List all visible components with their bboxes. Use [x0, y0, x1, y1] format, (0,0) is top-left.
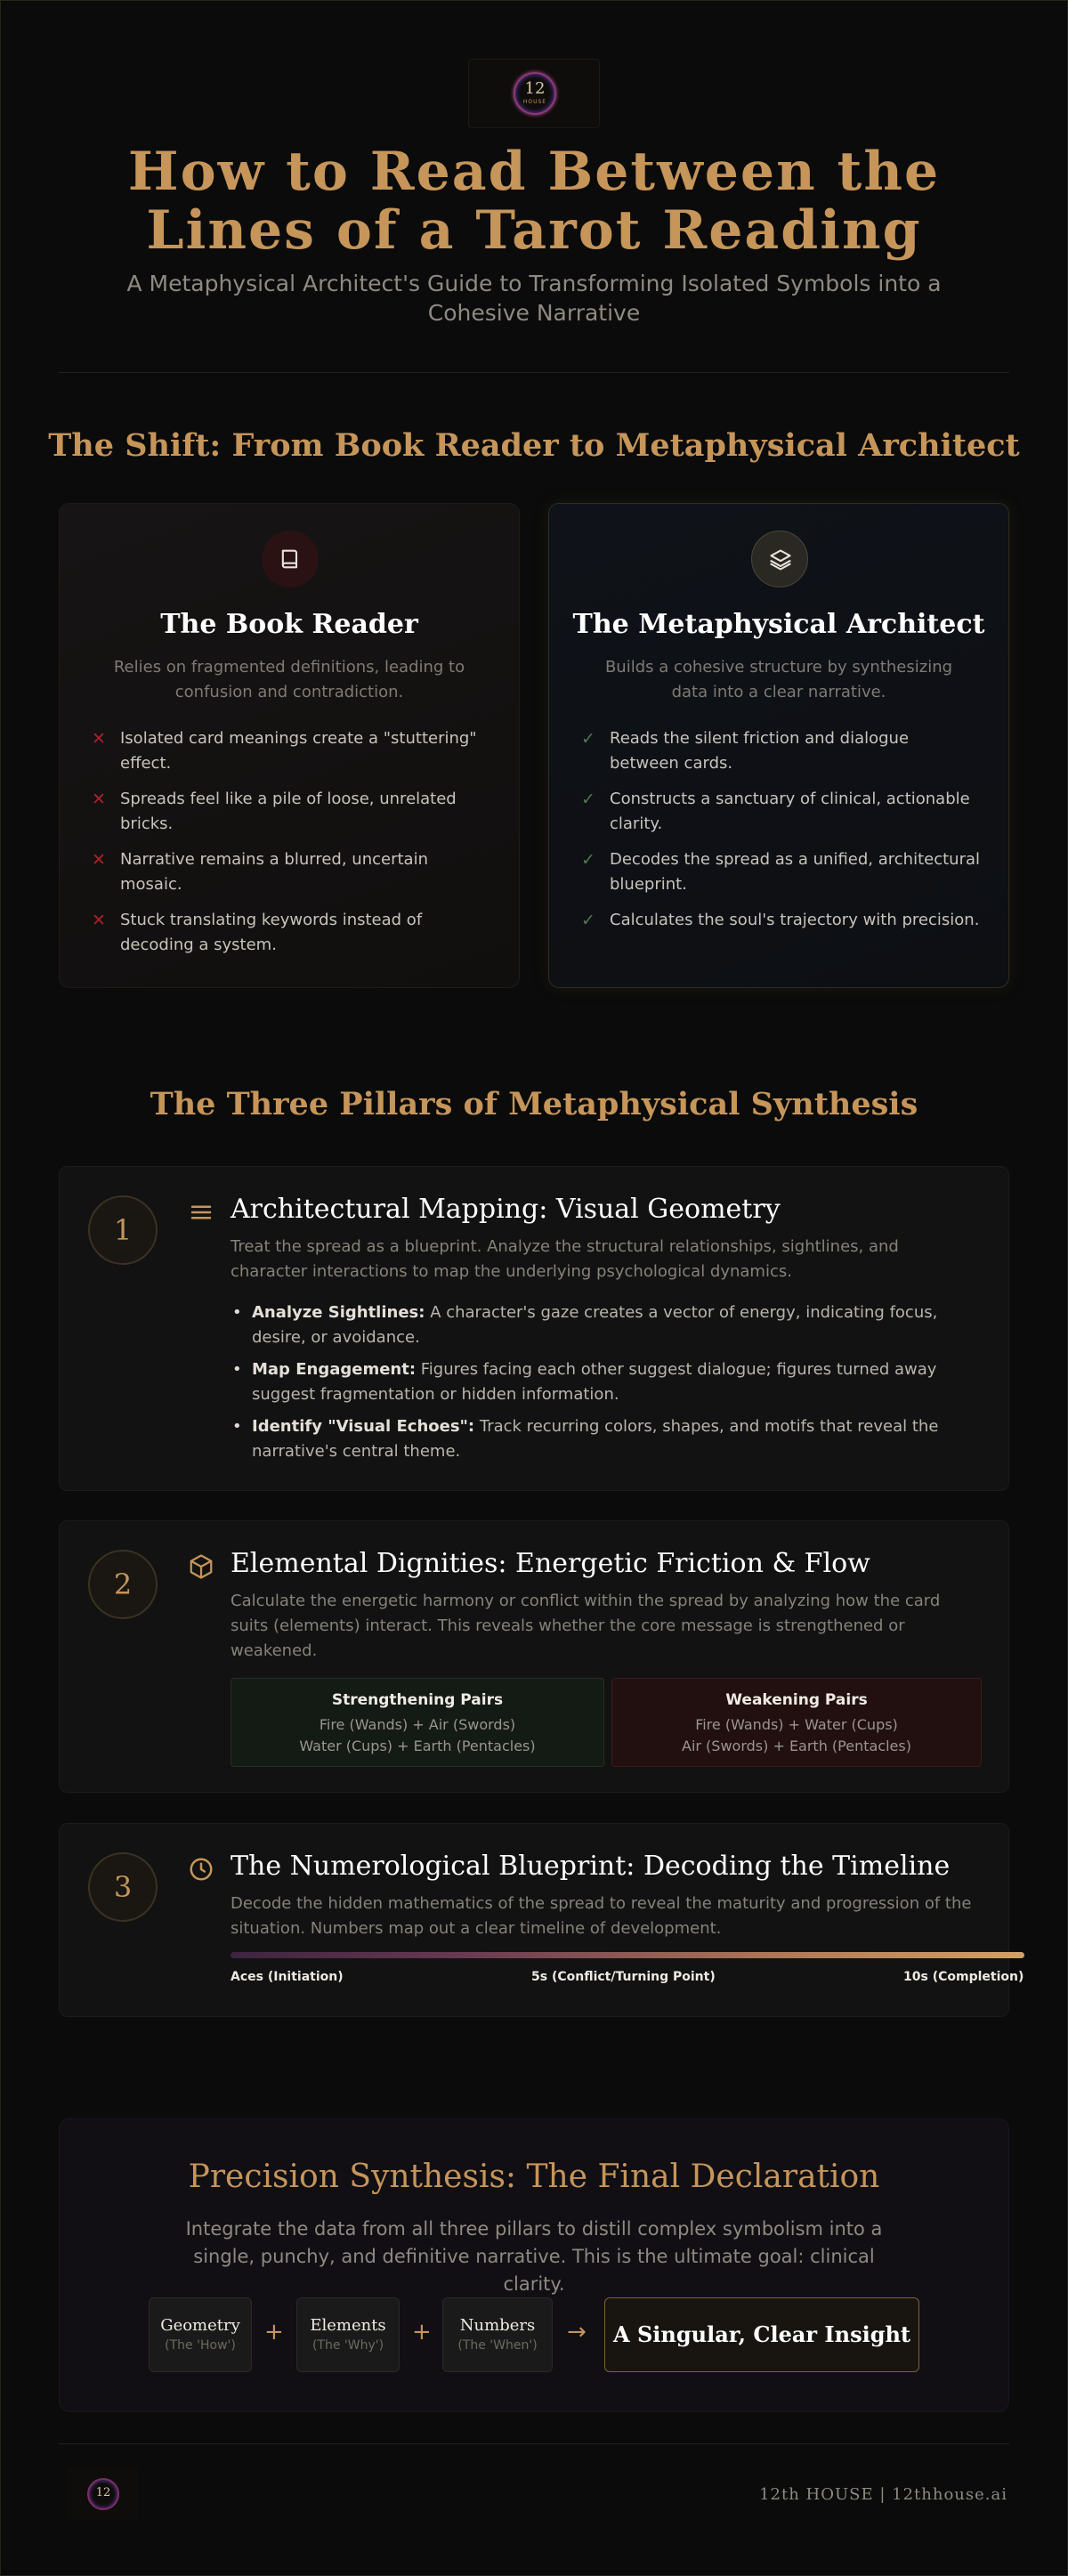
footer-logo: [68, 2467, 139, 2521]
pair-line: Fire (Wands) + Air (Swords): [319, 1716, 516, 1733]
x-icon: ✕: [92, 850, 106, 870]
book-reader-card: [59, 503, 520, 988]
check-icon: ✓: [581, 911, 595, 930]
logo-number: 12: [524, 79, 546, 98]
brand-logo: [468, 59, 600, 128]
architect-title: The Metaphysical Architect: [572, 609, 985, 640]
timeline-bar: [231, 1952, 1024, 1958]
pillar-title: Elemental Dignities: Energetic Friction & Flow: [231, 1548, 870, 1579]
final-heading: Precision Synthesis: The Final Declaration: [188, 2159, 880, 2195]
list-item: • Identify "Visual Echoes": Track recurring colors, shapes, and motifs that reveal the narrative's central theme.: [231, 1414, 973, 1464]
menu-lines-icon: [188, 1199, 214, 1229]
logo-subtext: HOUSE: [522, 99, 547, 105]
check-icon: ✓: [581, 790, 595, 809]
logo-seal: 12: [87, 2478, 119, 2510]
plus-sign: +: [412, 2319, 432, 2345]
weakening-pairs-box: [611, 1678, 982, 1767]
pillar-title: Architectural Mapping: Visual Geometry: [231, 1194, 781, 1225]
timeline-label-mid: 5s (Conflict/Turning Point): [531, 1970, 716, 1984]
list-item: ✕ Stuck translating keywords instead of decoding a system.: [92, 908, 492, 958]
x-icon: ✕: [92, 729, 106, 749]
weakening-heading: Weakening Pairs: [725, 1691, 868, 1709]
architect-description: Builds a cohesive structure by synthesizing data into a clear narrative.: [604, 658, 953, 701]
architect-list: [581, 726, 982, 944]
pillar-title: The Numerological Blueprint: Decoding the Timeline: [231, 1851, 951, 1882]
shift-heading: The Shift: From Book Reader to Metaphysical Architect: [48, 427, 1020, 464]
final-declaration-section: [59, 2118, 1009, 2412]
layers-icon: [751, 531, 808, 587]
pillar-text: Calculate the energetic harmony or conflict within the spread by analyzing how the card suits (elements) interact. This reveals whether the core message is strengthened or weakened.: [231, 1592, 941, 1660]
pillar-number: 2: [88, 1550, 158, 1619]
final-text: Integrate the data from all three pillars to distill complex symbolism into a single, punchy, and definitive narrative. This is the ultimate goal: clinical clarity.: [185, 2218, 883, 2295]
book-reader-title: The Book Reader: [160, 609, 418, 640]
list-item: ✓ Constructs a sanctuary of clinical, actionable clarity.: [581, 787, 982, 837]
divider: [59, 2443, 1009, 2444]
timeline-label-end: 10s (Completion): [903, 1970, 1024, 1984]
list-item: • Analyze Sightlines: A character's gaze creates a vector of energy, indicating focus, desire, or avoidance.: [231, 1300, 973, 1350]
pair-line: Fire (Wands) + Water (Cups): [695, 1716, 898, 1733]
logo-seal: [514, 72, 556, 115]
divider: [59, 372, 1009, 373]
x-icon: ✕: [92, 790, 106, 809]
clock-icon: [188, 1856, 214, 1886]
insight-result: A Singular, Clear Insight: [604, 2297, 919, 2372]
check-icon: ✓: [581, 729, 595, 749]
book-icon: [262, 531, 319, 587]
pillar-text: Treat the spread as a blueprint. Analyze the structural relationships, sightlines, and character interactions to map the underlying psychological dynamics.: [231, 1237, 899, 1281]
pillars-heading: The Three Pillars of Metaphysical Synthesis: [150, 1086, 918, 1122]
architect-card: [548, 503, 1009, 988]
book-reader-description: Relies on fragmented definitions, leading to confusion and contradiction.: [113, 658, 465, 701]
cube-icon: [188, 1553, 214, 1584]
footer-brand: 12th HOUSE | 12thhouse.ai: [759, 2485, 1007, 2504]
list-item: ✕ Narrative remains a blurred, uncertain mosaic.: [92, 847, 492, 897]
pillar-1-card: [59, 1166, 1009, 1491]
list-item: ✕ Spreads feel like a pile of loose, unrelated bricks.: [92, 787, 492, 837]
strengthening-heading: Strengthening Pairs: [331, 1691, 504, 1709]
arrow-right-icon: →: [567, 2319, 587, 2345]
check-icon: ✓: [581, 850, 595, 870]
list-item: ✓ Calculates the soul's trajectory with precision.: [581, 908, 982, 933]
plus-sign: +: [264, 2319, 284, 2345]
pillar-2-card: [59, 1520, 1009, 1793]
timeline-label-start: Aces (Initiation): [231, 1970, 344, 1984]
geometry-chip: Geometry (The 'How'): [149, 2297, 252, 2372]
list-item: • Map Engagement: Figures facing each other suggest dialogue; figures turned away suggest fragmentation or hidden information.: [231, 1357, 973, 1407]
book-reader-list: [92, 726, 492, 968]
list-item: ✕ Isolated card meanings create a "stuttering" effect.: [92, 726, 492, 776]
x-icon: ✕: [92, 911, 106, 930]
pair-line: Water (Cups) + Earth (Pentacles): [299, 1738, 536, 1754]
pillar-number: 3: [88, 1852, 158, 1922]
pillar-number: 1: [88, 1195, 158, 1265]
list-item: ✓ Reads the silent friction and dialogue between cards.: [581, 726, 982, 776]
numbers-chip: Numbers (The 'When'): [442, 2297, 553, 2372]
list-item: ✓ Decodes the spread as a unified, architectural blueprint.: [581, 847, 982, 897]
strengthening-pairs-box: [231, 1678, 604, 1767]
pillar-3-card: [59, 1823, 1024, 2017]
pillar-bullet-list: [231, 1300, 973, 1471]
page-subtitle: A Metaphysical Architect's Guide to Transforming Isolated Symbols into a Cohesive Narrative: [126, 271, 942, 326]
page-title: How to Read Between the Lines of a Tarot Reading: [127, 141, 941, 262]
pair-line: Air (Swords) + Earth (Pentacles): [682, 1738, 911, 1754]
pillar-text: Decode the hidden mathematics of the spread to reveal the maturity and progression of the situation. Numbers map out a clear timeline of development.: [231, 1894, 972, 1938]
elements-chip: Elements (The 'Why'): [296, 2297, 400, 2372]
